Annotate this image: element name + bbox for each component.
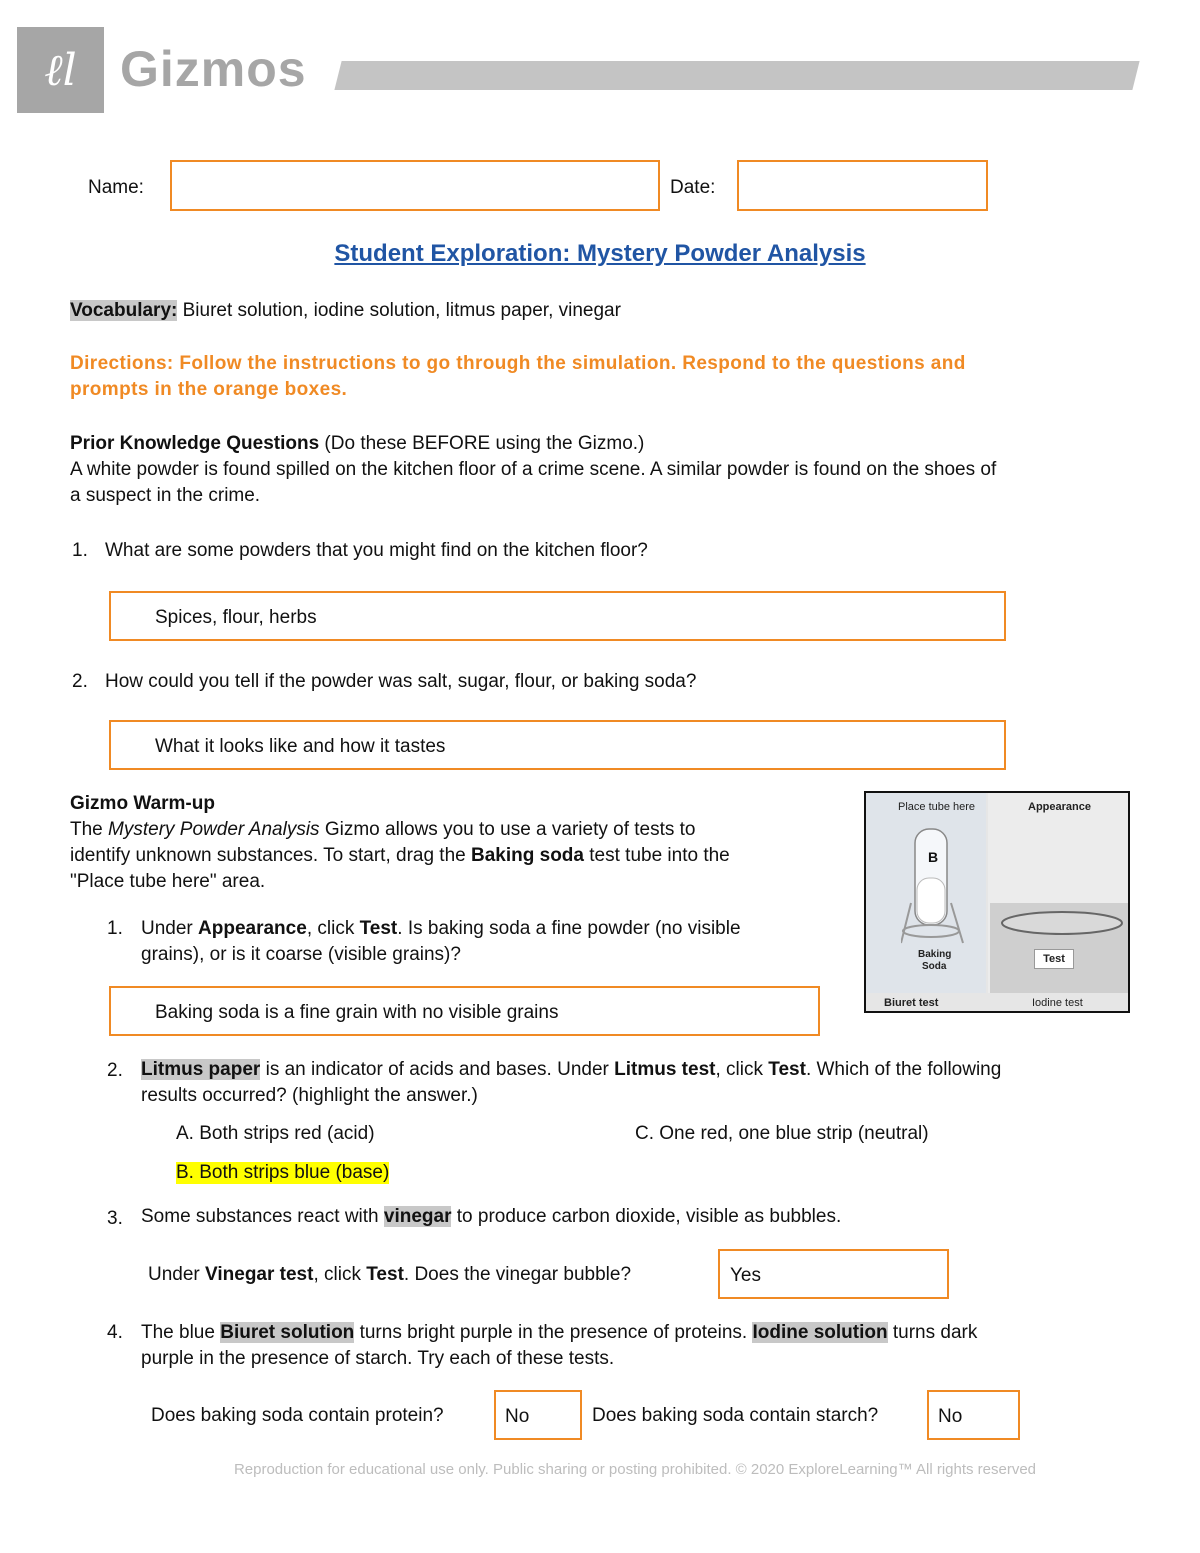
header-band [334,61,1139,90]
warmup-q4-number: 4. [107,1322,123,1343]
warmup-q1-number: 1. [107,918,123,939]
q2-line2: results occurred? (highlight the answer.) [141,1085,478,1106]
prior-q1-answer-box[interactable] [109,591,1006,641]
starch-answer: No [938,1406,963,1427]
brand-name: Gizmos [120,41,307,97]
warmup-intro-line2-b: test tube into the [583,845,730,866]
q3-vinegar-test: Vinegar test [205,1264,314,1285]
q4-b: turns bright purple in the presence of proteins. [354,1322,753,1343]
tube-letter: B [928,849,939,865]
prior-q1-answer: Spices, flour, herbs [155,607,317,628]
biuret-test-label: Biuret test [884,997,939,1009]
prior-q2-answer: What it looks like and how it tastes [155,736,446,757]
q2-litmus-test: Litmus test [614,1059,716,1080]
q4-line2: purple in the presence of starch. Try each of these tests. [141,1348,615,1369]
q3-a: Some substances react with [141,1206,384,1227]
q3-prompt-b: , click [313,1264,367,1285]
starch-answer-box[interactable] [927,1390,1020,1440]
warmup-q3-number: 3. [107,1208,123,1229]
warmup-q3-text [141,1206,841,1228]
option-b-selected[interactable]: B. Both strips blue (base) [176,1162,390,1183]
q4-c: turns dark [887,1322,978,1343]
name-label: Name: [88,177,144,198]
starch-question: Does baking soda contain starch? [592,1405,879,1426]
vinegar-term: vinegar [383,1206,452,1227]
q1-line2: grains), or is it coarse (visible grains)? [141,944,461,965]
q3-test: Test [366,1264,404,1285]
tube-label-2: Soda [922,961,947,972]
warmup-q1-text [141,916,841,968]
gizmo-screenshot [864,791,1130,1013]
q1-appearance: Appearance [198,918,307,939]
prior-knowledge-section [70,431,1150,509]
vocabulary-label: Vocabulary: [70,300,178,321]
q2-test: Test [768,1059,806,1080]
baking-soda-bold: Baking soda [471,845,584,866]
footer-copyright: Reproduction for educational use only. Public sharing or posting prohibited. © 2020 ExploreLearning™ All rights reserved [233,1461,1037,1478]
prior-q2-text: How could you tell if the powder was salt, sugar, flour, or baking soda? [105,671,697,692]
prior-q1-number: 1. [72,540,88,561]
prior-heading: Prior Knowledge Questions [70,433,320,454]
warmup-q4-text [141,1320,1141,1372]
warmup-q3-answer-box[interactable] [718,1249,949,1299]
warmup-q1-answer: Baking soda is a fine grain with no visible grains [155,1002,559,1023]
q3-b: to produce carbon dioxide, visible as bubbles. [451,1206,842,1227]
date-label: Date: [670,177,716,198]
place-tube-label: Place tube here [898,801,976,813]
appearance-test-button: Test [1034,949,1074,969]
q2-c: . Which of the following [805,1059,1002,1080]
vocabulary-terms: Biuret solution, iodine solution, litmus paper, vinegar [177,300,621,321]
warmup-intro-b: Gizmo allows you to use a variety of tests to [319,819,696,840]
q1-b: , click [306,918,360,939]
warmup-intro-a: The [70,819,109,840]
appearance-label: Appearance [1028,801,1091,813]
iodine-solution-term: Iodine solution [752,1322,888,1343]
q3-prompt-a: Under [148,1264,206,1285]
protein-answer: No [505,1406,530,1427]
option-c[interactable]: C. One red, one blue strip (neutral) [635,1123,929,1144]
dish-icon [998,909,1128,939]
page-title: Student Exploration: Mystery Powder Analysis [334,240,866,267]
prior-q1-text: What are some powders that you might find on the kitchen floor? [105,540,648,561]
date-field[interactable] [737,160,988,211]
prior-q2-number: 2. [72,671,88,692]
biuret-solution-term: Biuret solution [220,1322,355,1343]
q1-c: . Is baking soda a fine powder (no visible [397,918,741,939]
warmup-q2-text [141,1057,1141,1109]
q2-b: , click [715,1059,769,1080]
directions-line2: prompts in the orange boxes. [70,379,348,400]
name-field[interactable] [170,160,660,211]
warmup-q2-number: 2. [107,1060,123,1081]
option-a[interactable]: A. Both strips red (acid) [176,1123,375,1144]
prior-intro-line2: a suspect in the crime. [70,485,261,506]
iodine-test-label: Iodine test [1032,997,1083,1009]
protein-question: Does baking soda contain protein? [151,1405,444,1426]
protein-answer-box[interactable] [494,1390,582,1440]
warmup-intro-line3: "Place tube here" area. [70,871,266,892]
directions [70,351,1150,403]
warmup-heading: Gizmo Warm-up [70,793,215,814]
gizmos-logo [17,27,104,113]
vocabulary-line [70,298,621,324]
q1-a: Under [141,918,199,939]
q3-prompt-c: . Does the vinegar bubble? [403,1264,632,1285]
warmup-q3-prompt [148,1264,631,1286]
prior-intro-line1: A white powder is found spilled on the kitchen floor of a crime scene. A similar powder is found on the shoes of [70,459,997,480]
warmup-q1-answer-box[interactable] [109,986,820,1036]
test-tube-icon [901,823,971,948]
q4-a: The blue [141,1322,221,1343]
warmup-intro-line2-a: identify unknown substances. To start, drag the [70,845,471,866]
warmup-section [70,791,850,895]
warmup-q3-answer: Yes [730,1265,761,1286]
prior-q2-answer-box[interactable] [109,720,1006,770]
gizmo-name: Mystery Powder Analysis [108,819,320,840]
prior-heading-note: (Do these BEFORE using the Gizmo.) [319,433,645,454]
logo-glyph: ℓl [44,44,77,96]
litmus-paper-term: Litmus paper [141,1059,261,1080]
q1-test: Test [359,918,398,939]
directions-line1: Directions: Follow the instructions to go through the simulation. Respond to the questions and [70,353,966,374]
tube-label-1: Baking [918,949,952,960]
q2-a: is an indicator of acids and bases. Under [260,1059,615,1080]
